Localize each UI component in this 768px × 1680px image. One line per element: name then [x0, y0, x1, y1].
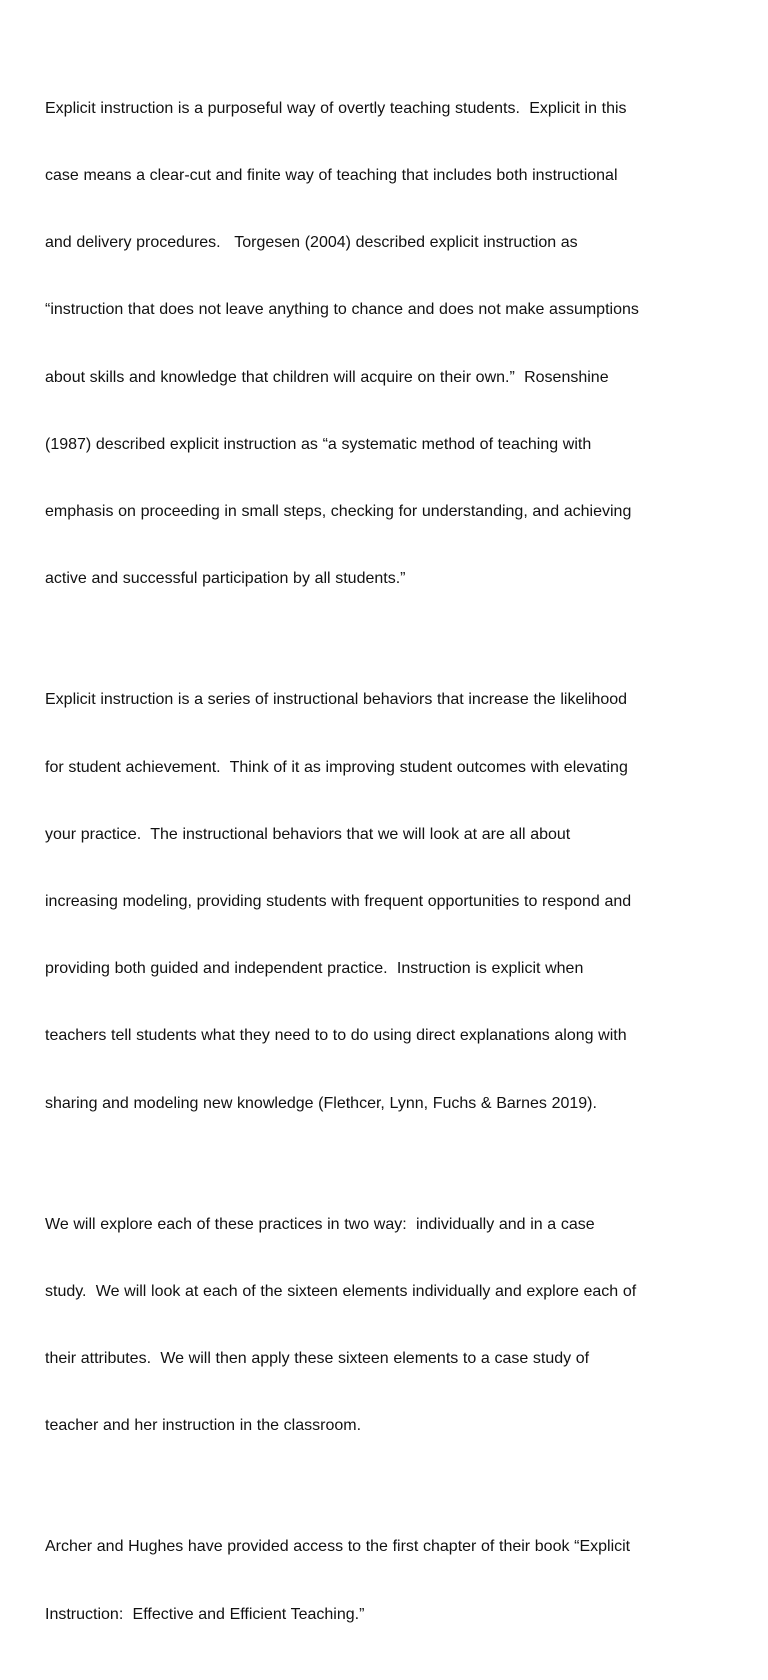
paragraph-line: case means a clear-cut and finite way of teaching that includes both instructional	[45, 167, 618, 185]
paragraph-line: for student achievement. Think of it as improving student outcomes with elevating	[45, 758, 628, 776]
paragraph-line: providing both guided and independent practice. Instruction is explicit when	[45, 960, 584, 978]
paragraph-line: teacher and her instruction in the classroom.	[45, 1417, 362, 1435]
paragraph-line: “instruction that does not leave anything to chance and does not make assumptions	[45, 301, 639, 319]
paragraph-line: their attributes. We will then apply these sixteen elements to a case study of	[45, 1350, 590, 1368]
paragraph-line: sharing and modeling new knowledge (Flethcer, Lynn, Fuchs & Barnes 2019).	[45, 1094, 597, 1112]
paragraph-3	[45, 1169, 725, 1483]
paragraph-line: Instruction: Effective and Efficient Teaching.”	[45, 1605, 365, 1623]
paragraph-line: emphasis on proceeding in small steps, checking for understanding, and achieving	[45, 503, 632, 521]
paragraph-line: and delivery procedures. Torgesen (2004) described explicit instruction as	[45, 234, 578, 252]
paragraph-line: (1987) described explicit instruction as “a systematic method of teaching with	[45, 435, 592, 453]
paragraph-line: about skills and knowledge that children will acquire on their own.” Rosenshine	[45, 368, 609, 386]
paragraph-line: Explicit instruction is a purposeful way of overtly teaching students. Explicit in this	[45, 99, 627, 117]
paragraph-line: increasing modeling, providing students with frequent opportunities to respond and	[45, 893, 632, 911]
paragraph-line: active and successful participation by all students.”	[45, 570, 406, 588]
paragraph-line: Archer and Hughes have provided access to the first chapter of their book “Explicit	[45, 1538, 631, 1556]
paragraph-2	[45, 645, 725, 1160]
paragraph-4	[45, 1492, 725, 1671]
paragraph-line: We will explore each of these practices in two way: individually and in a case	[45, 1215, 595, 1233]
document-body	[45, 53, 725, 1680]
paragraph-line: study. We will look at each of the sixteen elements individually and explore each of	[45, 1282, 637, 1300]
paragraph-line: teachers tell students what they need to to do using direct explanations along with	[45, 1027, 627, 1045]
paragraph-1	[45, 53, 725, 636]
paragraph-line: your practice. The instructional behaviors that we will look at are all about	[45, 825, 571, 843]
paragraph-line: Explicit instruction is a series of instructional behaviors that increase the likelihood	[45, 691, 628, 709]
